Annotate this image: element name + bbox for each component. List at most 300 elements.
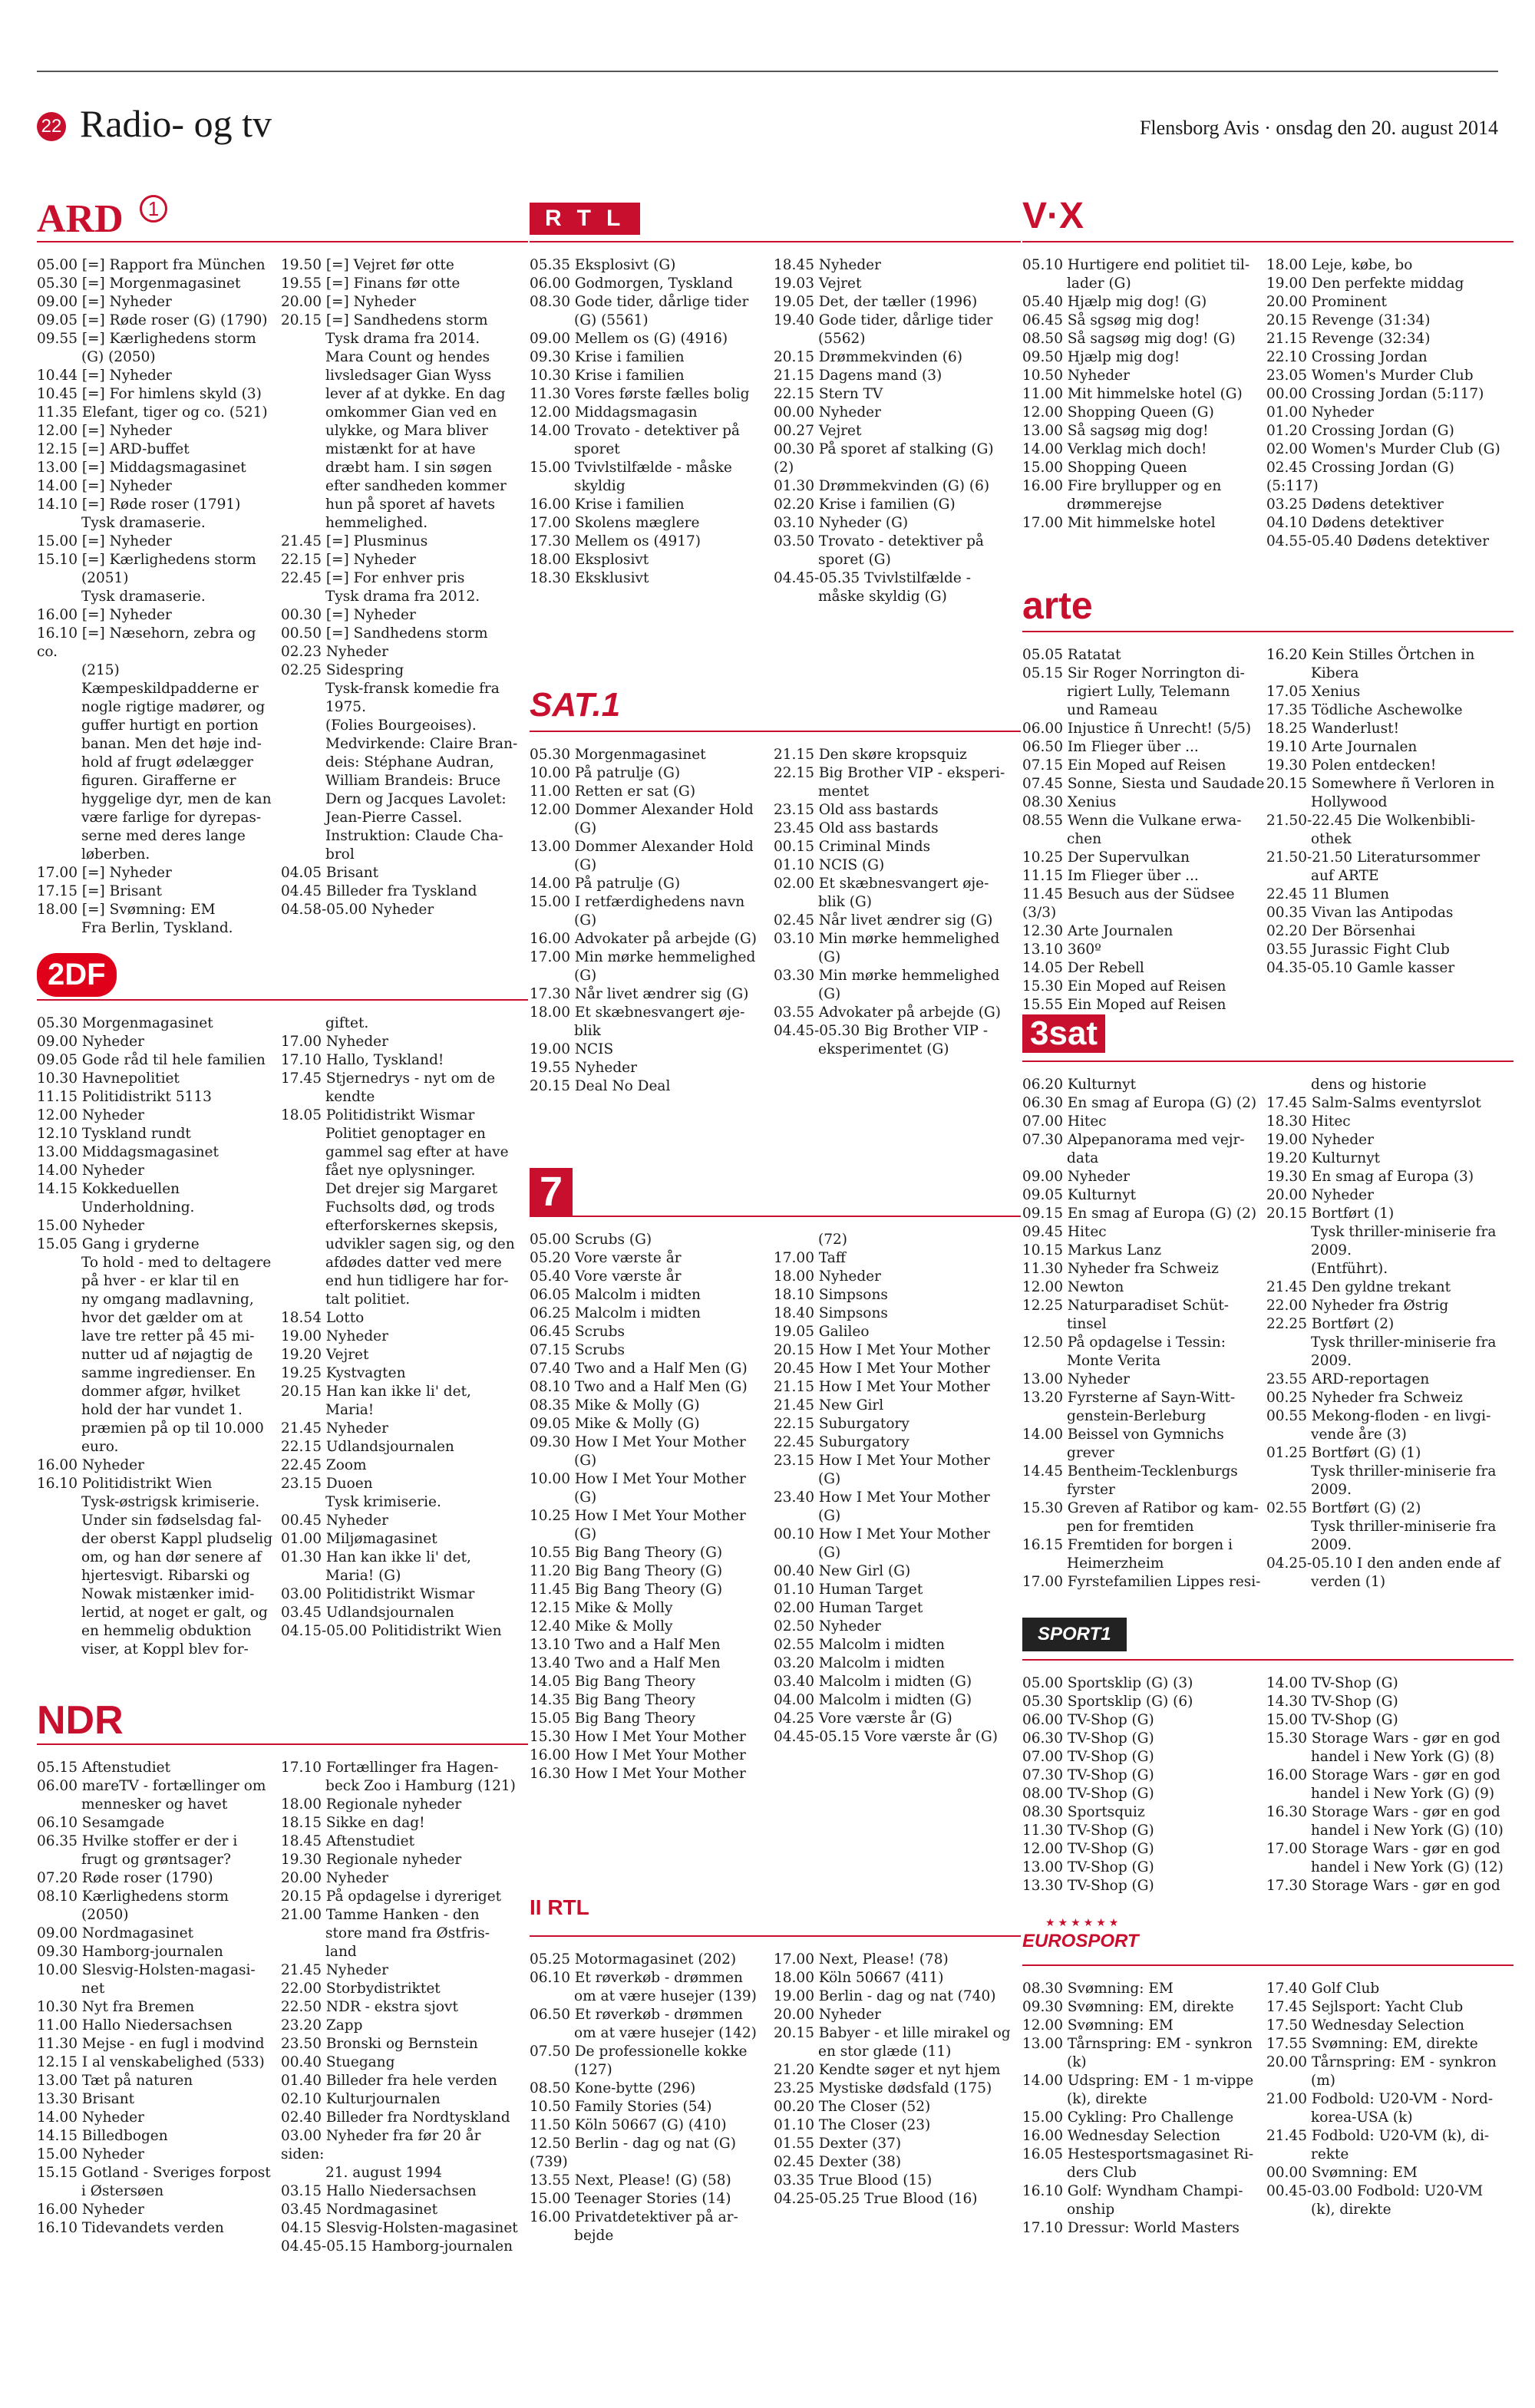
programme-listing: 00.00 Crossing Jordan (5:117) [1266,386,1484,402]
programme-listing: 13.00 Så sagsøg mig dog! [1022,423,1209,439]
programme-note: (G) [574,1489,597,1506]
programme-listing: 04.45-05.35 Tvivlstilfælde - [774,570,971,586]
schedule-ndr-left [37,1759,279,2238]
programme-note: dræbt ham. I sin søgen [325,460,493,476]
programme-listing: 21.45 Fodbold: U20-VM (k), di- [1266,2128,1490,2144]
programme-listing: 04.15 Slesvig-Holsten-magasinet [281,2220,518,2236]
programme-listing: 12.15 I al venskabelighed (533) [37,2054,265,2070]
schedule-rtl-left [530,256,772,588]
programme-listing: 16.00 Storage Wars - gør en god [1266,1767,1500,1783]
programme-listing: 05.20 Vore værste år [530,1250,682,1266]
programme-listing: 04.45-05.30 Big Brother VIP - [774,1023,989,1039]
programme-note: Tysk thriller-miniserie fra [1311,1224,1497,1240]
programme-note: omkommer Gian ved en [325,404,497,421]
programme-listing: 20.45 How I Met Your Mother [774,1361,990,1377]
programme-note: dens og historie [1311,1077,1427,1093]
programme-listing: 09.00 [=] Nyheder [37,294,172,310]
programme-listing: 03.40 Malcolm i midten (G) [774,1674,972,1690]
programme-listing: 16.00 Krise i familien [530,496,685,513]
programme-listing: 12.00 Shopping Queen (G) [1022,404,1214,421]
programme-listing: 14.10 [=] Røde roser (1791) [37,496,241,513]
top-rule [37,71,1498,72]
programme-listing: 23.45 Old ass bastards [774,820,939,836]
programme-listing: 12.15 [=] ARD-buffet [37,441,190,457]
programme-listing: 19.30 Regionale nyheder [281,1852,462,1868]
programme-note: (G) [574,857,597,873]
programme-listing: 12.50 På opdagelse i Tessin: [1022,1334,1226,1351]
programme-listing: 03.45 Udlandsjournalen [281,1605,454,1621]
programme-listing: 01.40 Billeder fra hele verden [281,2073,497,2089]
schedule-ndr-right [281,1759,523,2256]
programme-listing: 11.00 Mit himmelske hotel (G) [1022,386,1243,402]
programme-listing: 12.25 Naturparadiset Schüt- [1022,1298,1230,1314]
programme-listing: 02.00 Et skæbnesvangert øje- [774,876,989,892]
programme-listing: 03.10 Min mørke hemmelighed [774,931,1000,947]
programme-note: gammel sag efter at have [325,1144,509,1160]
programme-note: efter sandheden kommer [325,478,507,494]
programme-note: Maria! [325,1402,375,1418]
programme-listing: 13.55 Next, Please! (G) (58) [530,2172,731,2189]
programme-listing: 22.45 Zoom [281,1457,367,1473]
channel-vox [1022,193,1514,551]
programme-listing: 11.50 Köln 50667 (G) (410) [530,2117,727,2133]
programme-listing: 23.15 Old ass bastards [774,802,939,818]
programme-note: handel i New York (G) (9) [1311,1786,1495,1802]
programme-note: mennesker og havet [81,1796,228,1813]
programme-note: beck Zoo i Hamburg (121) [325,1778,516,1794]
programme-listing: 09.15 En smag af Europa (G) (2) [1022,1206,1257,1222]
programme-listing: 12.00 Newton [1022,1279,1124,1295]
programme-listing: 01.10 Human Target [774,1582,923,1598]
programme-note: fyrster [1067,1482,1115,1498]
programme-note: ders Club [1067,2165,1137,2181]
programme-listing: 17.10 Dressur: World Masters [1022,2220,1240,2236]
programme-note: land [325,1944,357,1960]
programme-listing: 12.10 Tyskland rundt [37,1126,191,1142]
programme-listing: 08.50 Så sagsøg mig dog! (G) [1022,331,1236,347]
programme-note: (G) [574,1526,597,1542]
programme-listing: 06.20 Kulturnyt [1022,1077,1137,1093]
programme-listing: 12.00 [=] Nyheder [37,423,172,439]
programme-listing: 17.00 Taff [774,1250,846,1266]
programme-listing: 06.10 Sesamgade [37,1815,165,1831]
programme-note: Kibera [1311,665,1359,681]
channel-ard [37,193,528,938]
programme-note: Medvirkende: Claire Bran- [325,736,518,752]
programme-listing: 14.15 Billedbogen [37,2128,168,2144]
programme-listing: 21.50-21.50 Literatursommer [1266,849,1481,866]
programme-note: brol [325,846,355,863]
schedule-pro7-left [530,1231,772,1783]
programme-listing: 16.20 Kein Stilles Örtchen in [1266,647,1475,663]
programme-listing: 14.00 Udspring: EM - 1 m-vippe [1022,2073,1254,2089]
schedule-rtl2-right [774,1951,1016,2208]
programme-listing: 22.15 Suburgatory [774,1416,909,1432]
programme-listing: 00.10 How I Met Your Mother [774,1526,990,1542]
programme-listing: 01.10 The Closer (23) [774,2117,931,2133]
programme-listing: 03.00 Politidistrikt Wismar [281,1586,475,1602]
programme-listing: 15.30 Greven af Ratibor og kam- [1022,1500,1259,1516]
programme-listing: 10.25 Der Supervulkan [1022,849,1190,866]
schedule-pro7-right [774,1231,1016,1747]
programme-listing: 22.15 Big Brother VIP - eksperi- [774,765,1005,781]
programme-note: (G) (5561) [574,312,649,328]
programme-listing: 20.00 Nyheder [1266,1187,1374,1203]
schedule-arte-right [1266,646,1509,978]
programme-note: pen for fremtiden [1067,1519,1194,1535]
programme-note: William Brandeis: Bruce [325,773,501,789]
programme-listing: 19.00 Den perfekte middag [1266,275,1464,292]
channel-logo-sport1: SPORT1 [1022,1611,1514,1661]
channel-sat1 [530,683,1021,1096]
star-row-icon: ★★★★★★ [1045,1917,1122,1929]
channel-3sat [1022,1013,1514,1592]
programme-note: (k), direkte [1067,2091,1147,2107]
programme-listing: 07.15 Scrubs [530,1342,625,1358]
programme-listing: 06.25 Malcolm i midten [530,1305,701,1321]
programme-note: Tysk-østrigsk krimiserie. [81,1494,260,1510]
programme-listing: 00.15 Criminal Minds [774,839,931,855]
programme-listing: 12.00 Nyheder [37,1107,144,1123]
channel-logo-eurosport: EUROSPORT ★★★★★★ [1022,1917,1514,1966]
programme-note: vende åre (3) [1311,1427,1407,1443]
programme-listing: 16.10 Tidevandets verden [37,2220,224,2236]
programme-listing: 13.10 Two and a Half Men [530,1637,721,1653]
programme-note: (G) [574,820,597,836]
programme-note: (215) [81,662,120,678]
programme-listing: 09.05 Mike & Molly (G) [530,1416,700,1432]
programme-listing: 17.50 Wednesday Selection [1266,2017,1464,2034]
programme-listing: 01.55 Dexter (37) [774,2136,902,2152]
programme-listing: 09.05 Gode råd til hele familien [37,1052,266,1068]
programme-listing: 09.30 How I Met Your Mother [530,1434,746,1450]
programme-note: auf ARTE [1311,868,1379,884]
programme-note: en hemmelig obduktion [81,1623,252,1639]
programme-listing: 10.45 [=] For himlens skyld (3) [37,386,262,402]
programme-note: drømmerejse [1067,496,1162,513]
programme-listing: 14.00 Nyheder [37,2109,144,2126]
programme-listing: 18.54 Lotto [281,1310,365,1326]
programme-listing: 10.30 Nyt fra Bremen [37,1999,195,2015]
programme-note: om, og han dør senere af [81,1549,262,1565]
channel-ndr [37,1696,528,2256]
programme-listing: 08.00 TV-Shop (G) [1022,1786,1154,1802]
programme-listing: 05.25 Motormagasinet (202) [530,1951,737,1968]
programme-listing: 17.00 Skolens mæglere [530,515,700,531]
programme-listing: 03.50 Trovato - detektiver på [774,533,984,549]
programme-listing: 02.25 Sidespring [281,662,404,678]
programme-note: Tysk krimiserie. [325,1494,441,1510]
programme-listing: 19.20 Vejret [281,1347,369,1363]
programme-listing: 03.20 Malcolm i midten [774,1655,945,1671]
programme-listing: 18.05 Politidistrikt Wismar [281,1107,475,1123]
programme-listing: 16.00 How I Met Your Mother [530,1747,746,1763]
programme-note: (Folies Bourgeoises). [325,717,477,734]
programme-listing: 08.30 Gode tider, dårlige tider [530,294,749,310]
programme-note: livsledsager Gian Wyss [325,368,492,384]
programme-listing: 14.00 Beissel von Gymnichs [1022,1427,1224,1443]
programme-listing: 10.30 Havnepolitiet [37,1070,180,1087]
programme-note: (G) [818,949,841,965]
channel-rtl [530,193,1021,606]
programme-listing: 21.15 Revenge (32:34) [1266,331,1431,347]
programme-listing: 03.55 Advokater på arbejde (G) [774,1004,1002,1021]
programme-listing: 05.40 Hjælp mig dog! (G) [1022,294,1207,310]
programme-listing: 09.45 Hitec [1022,1224,1107,1240]
channel-logo-ndr: NDR [37,1696,528,1745]
programme-listing: 23.55 ARD-reportagen [1266,1371,1430,1387]
programme-note: (G) [818,1471,841,1487]
programme-listing: 15.00 Teenager Stories (14) [530,2191,731,2207]
programme-listing: 13.00 Tæt på naturen [37,2073,193,2089]
programme-note: (72) [818,1232,847,1248]
channel-logo-ard: ARD 1 [37,193,528,242]
programme-listing: 13.00 Nyheder [1022,1371,1130,1387]
programme-note: (G) [574,912,597,929]
programme-listing: 21.45 Nyheder [281,1420,388,1437]
channel-logo-arte: arte [1022,583,1514,632]
programme-note: Tysk thriller-miniserie fra [1311,1334,1497,1351]
programme-listing: 19.25 Kystvagten [281,1365,406,1381]
programme-listing: 01.20 Crossing Jordan (G) [1266,423,1454,439]
programme-listing: 00.00 Nyheder [774,404,881,421]
programme-listing: 08.30 Sportsquiz [1022,1804,1145,1820]
programme-listing: 16.00 Fire bryllupper og en [1022,478,1222,494]
programme-listing: 09.00 Mellem os (G) (4916) [530,331,728,347]
programme-listing: 00.45 Nyheder [281,1512,388,1529]
programme-listing: 11.35 Elefant, tiger og co. (521) [37,404,268,421]
programme-listing: 13.00 TV-Shop (G) [1022,1859,1154,1875]
programme-note: om at være husejer (142) [574,2025,757,2041]
programme-listing: 07.20 Røde roser (1790) [37,1870,213,1886]
programme-listing: 00.50 [=] Sandhedens storm [281,625,488,642]
programme-listing: 22.45 [=] For enhver pris [281,570,465,586]
programme-listing: 01.00 Nyheder [1266,404,1374,421]
programme-note: hjertesvigt. Ribarski og [81,1568,250,1584]
programme-listing: 17.45 Sejlsport: Yacht Club [1266,1999,1464,2015]
programme-note: mistænkt for at have [325,441,476,457]
programme-listing: 19.30 En smag af Europa (3) [1266,1169,1474,1185]
programme-listing: 04.45-05.15 Vore værste år (G) [774,1729,998,1745]
programme-listing: 16.00 Nyheder [37,1457,144,1473]
programme-note: (k), direkte [1311,2202,1391,2218]
programme-listing: 17.00 [=] Nyheder [37,865,172,881]
programme-listing: 09.05 [=] Røde roser (G) (1790) [37,312,268,328]
programme-note: Underholdning. [81,1199,195,1216]
programme-listing: 13.20 Fyrsterne af Sayn-Witt- [1022,1390,1236,1406]
programme-listing: 17.45 Stjernedrys - nyt om de [281,1070,496,1087]
programme-listing: 16.10 [=] Næsehorn, zebra og co. [37,625,261,660]
programme-listing: 20.15 Deal No Deal [530,1078,671,1094]
programme-listing: 08.10 Kærlighedens storm [37,1888,229,1905]
programme-listing: 10.44 [=] Nyheder [37,368,172,384]
programme-listing: 22.00 Storbydistriktet [281,1981,441,1997]
programme-listing: 14.15 Kokkeduellen [37,1181,180,1197]
programme-listing: 09.30 Svømning: EM, direkte [1022,1999,1234,2015]
programme-listing: 04.05 Brisant [281,865,379,881]
programme-listing: 12.00 TV-Shop (G) [1022,1841,1154,1857]
programme-listing: 02.20 Der Börsenhai [1266,923,1416,939]
programme-note: Det drejer sig Margaret [325,1181,498,1197]
programme-note: 2009. [1311,1353,1352,1369]
programme-listing: 04.15-05.00 Politidistrikt Wien [281,1623,502,1639]
programme-note: store mand fra Østfris- [325,1925,490,1941]
channel-sport1 [1022,1611,1514,1895]
programme-listing: 07.40 Two and a Half Men (G) [530,1361,748,1377]
programme-listing: 10.00 På patrulje (G) [530,765,681,781]
programme-listing: 10.25 How I Met Your Mother [530,1508,746,1524]
programme-listing: 05.40 Vore værste år [530,1268,682,1285]
programme-listing: 17.00 Mit himmelske hotel [1022,515,1216,531]
programme-listing: 00.45-03.00 Fodbold: U20-VM [1266,2183,1484,2199]
programme-listing: 14.30 TV-Shop (G) [1266,1694,1398,1710]
programme-note: mentet [818,783,870,800]
programme-listing: 00.25 Nyheder fra Schweiz [1266,1390,1463,1406]
programme-listing: 09.30 Hamborg-journalen [37,1944,223,1960]
programme-note: udvikler sagen sig, og den [325,1236,515,1252]
programme-listing: 08.55 Wenn die Vulkane erwa- [1022,813,1242,829]
programme-listing: 13.00 [=] Middagsmagasinet [37,460,246,476]
programme-listing: 13.00 Middagsmagasinet [37,1144,219,1160]
page-number: 22 [37,112,66,141]
programme-listing: 23.15 Duoen [281,1476,373,1492]
programme-listing: 06.50 Im Flieger über ... [1022,739,1199,755]
programme-listing: 22.15 Udlandsjournalen [281,1439,454,1455]
programme-listing: 10.55 Big Bang Theory (G) [530,1545,723,1561]
programme-note: Monte Verita [1067,1353,1161,1369]
programme-listing: 20.15 [=] Sandhedens storm [281,312,488,328]
programme-note: und Rameau [1067,702,1158,718]
programme-listing: 18.30 Hitec [1266,1113,1351,1130]
programme-listing: 09.05 Kulturnyt [1022,1187,1137,1203]
programme-listing: 17.00 Min mørke hemmelighed [530,949,756,965]
programme-note: (G) (2050) [81,349,156,365]
programme-listing: 17.10 Fortællinger fra Hagen- [281,1760,499,1776]
programme-listing: 21.45 Nyheder [281,1962,388,1978]
programme-note: othek [1311,831,1352,847]
programme-listing: 21.00 Tamme Hanken - den [281,1907,480,1923]
programme-listing: 19.10 Arte Journalen [1266,739,1418,755]
programme-listing: 00.27 Vejret [774,423,862,439]
programme-note: bejde [574,2228,614,2244]
programme-listing: 14.35 Big Bang Theory [530,1692,695,1708]
channel-rtl2 [530,1888,1021,2245]
programme-listing: 01.10 NCIS (G) [774,857,885,873]
schedule-zdf-left [37,1014,279,1659]
programme-listing: 06.00 mareTV - fortællinger om [37,1778,266,1794]
programme-listing: 10.50 Nyheder [1022,368,1130,384]
programme-listing: 05.00 [=] Rapport fra München [37,257,266,273]
programme-listing: 21.45 Den gyldne trekant [1266,1279,1451,1295]
programme-note: lever af at dykke. En dag [325,386,506,402]
programme-note: hun på sporet af havets [325,496,495,513]
programme-listing: 00.35 Vivan las Antipodas [1266,905,1454,921]
programme-listing: 07.00 Hitec [1022,1113,1107,1130]
programme-listing: 17.30 Mellem os (4917) [530,533,701,549]
programme-note: hvor det gælder om at [81,1310,243,1326]
programme-listing: 23.20 Zapp [281,2017,363,2034]
programme-note: Tysk thriller-miniserie fra [1311,1463,1497,1479]
programme-note: Fuchsolts død, og trods [325,1199,495,1216]
programme-note: figuren. Girafferne er [81,773,236,789]
programme-listing: 15.30 Storage Wars - gør en god [1266,1730,1500,1747]
programme-note: Politiet genoptager en [325,1126,486,1142]
programme-note: skyldig [574,478,626,494]
programme-note: serne med deres lange [81,828,246,844]
programme-listing: 17.00 Fyrstefamilien Lippes resi- [1022,1574,1261,1590]
channel-logo-rtl: RTL [530,193,1021,242]
programme-listing: 15.10 [=] Kærlighedens storm [37,552,256,568]
schedule-3sat-right [1266,1076,1509,1592]
programme-note: lave tre retter på 45 mi- [81,1328,255,1344]
programme-note: om at være husejer (139) [574,1988,757,2004]
programme-listing: 08.35 Mike & Molly (G) [530,1397,700,1413]
programme-listing: 17.45 Salm-Salms eventyrslot [1266,1095,1481,1111]
programme-listing: 06.05 Malcolm i midten [530,1287,701,1303]
programme-listing: 21.00 Fodbold: U20-VM - Nord- [1266,2091,1494,2107]
programme-note: i Østersøen [81,2183,164,2199]
programme-listing: 23.15 How I Met Your Mother [774,1453,990,1469]
programme-note: 2009. [1311,1537,1352,1553]
schedule-ard-right [281,256,523,919]
programme-note: 1975. [325,699,366,715]
programme-listing: 15.00 TV-Shop (G) [1266,1712,1398,1728]
programme-listing: 06.10 Et røverkøb - drømmen [530,1970,743,1986]
programme-listing: 06.30 En smag af Europa (G) (2) [1022,1095,1257,1111]
programme-listing: 12.15 Mike & Molly [530,1600,673,1616]
channel-arte [1022,583,1514,1014]
programme-listing: 07.15 Ein Moped auf Reisen [1022,757,1226,774]
programme-listing: 06.30 TV-Shop (G) [1022,1730,1154,1747]
programme-listing: 22.00 Nyheder fra Østrig [1266,1298,1449,1314]
programme-listing: 02.45 Dexter (38) [774,2154,902,2170]
programme-note: Kæmpeskildpadderne er [81,681,259,697]
programme-listing: 15.05 Gang i gryderne [37,1236,200,1252]
programme-listing: 19.00 Nyheder [1266,1132,1374,1148]
programme-listing: 22.45 11 Blumen [1266,886,1390,902]
programme-listing: 19.40 Gode tider, dårlige tider [774,312,993,328]
programme-listing: 19.20 Kulturnyt [1266,1150,1381,1166]
programme-note: chen [1067,831,1102,847]
programme-listing: 19.05 Galileo [774,1324,870,1340]
programme-listing: 05.30 Morgenmagasinet [530,747,706,763]
programme-listing: 13.10 360º [1022,942,1101,958]
programme-listing: 18.00 [=] Svømning: EM [37,902,216,918]
programme-listing: 16.00 Privatdetektiver på ar- [530,2209,738,2225]
programme-note: hold af frugt ødelægger [81,754,253,770]
programme-listing: 17.00 Storage Wars - gør en god [1266,1841,1500,1857]
programme-listing: 02.23 Nyheder [281,644,388,660]
programme-listing: 18.00 Leje, købe, bo [1266,257,1413,273]
programme-listing: 01.30 Han kan ikke li' det, [281,1549,471,1565]
programme-note: 21. august 1994 [325,2165,442,2181]
programme-note: giftet. [325,1015,369,1031]
programme-listing: 06.00 Godmorgen, Tyskland [530,275,733,292]
programme-note: (G) [574,968,597,984]
programme-listing: 19.30 Polen entdecken! [1266,757,1437,774]
programme-listing: 00.30 På sporet af stalking (G) (2) [774,441,999,476]
programme-note: efterforskernes skepsis, [325,1218,498,1234]
programme-note: ulykke, og Mara bliver [325,423,488,439]
programme-listing: 20.00 [=] Nyheder [281,294,416,310]
programme-note: sporet (G) [818,552,891,568]
programme-listing: 20.00 Prominent [1266,294,1387,310]
programme-listing: 10.15 Markus Lanz [1022,1242,1162,1258]
programme-listing: 00.30 [=] Nyheder [281,607,416,623]
programme-listing: 06.50 Et røverkøb - drømmen [530,2007,743,2023]
programme-listing: 22.45 Suburgatory [774,1434,909,1450]
programme-listing: 01.30 Drømmekvinden (G) (6) [774,478,990,494]
